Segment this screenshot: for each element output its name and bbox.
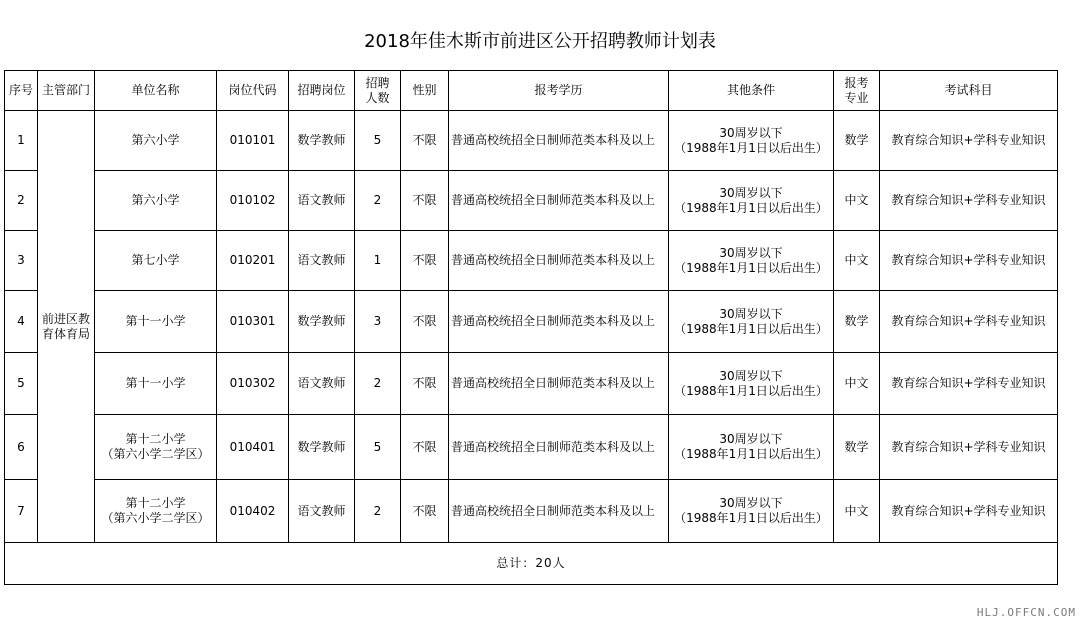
table-row bbox=[5, 415, 1058, 480]
cell-major: 中文 bbox=[834, 171, 880, 231]
table-row bbox=[5, 231, 1058, 291]
cell-unit bbox=[95, 171, 217, 231]
cell-gender: 不限 bbox=[401, 291, 449, 353]
header-gender: 性别 bbox=[401, 71, 449, 111]
cell-subjects: 教育综合知识+学科专业知识 bbox=[880, 171, 1058, 231]
unit-district: （第六小学二学区） bbox=[101, 447, 210, 461]
cell-gender: 不限 bbox=[401, 480, 449, 543]
cell-post: 语文教师 bbox=[289, 353, 355, 415]
table-row bbox=[5, 111, 1058, 171]
cell-post: 语文教师 bbox=[289, 171, 355, 231]
table-header-row bbox=[5, 71, 1058, 111]
header-count bbox=[355, 71, 401, 111]
cell-seq: 3 bbox=[5, 231, 38, 291]
header-major bbox=[834, 71, 880, 111]
cell-code: 010101 bbox=[217, 111, 289, 171]
cell-code: 010102 bbox=[217, 171, 289, 231]
header-unit: 单位名称 bbox=[95, 71, 217, 111]
header-code: 岗位代码 bbox=[217, 71, 289, 111]
condition-birth: （1988年1月1日以后出生） bbox=[674, 321, 828, 336]
cell-conditions bbox=[669, 291, 834, 353]
header-subjects: 考试科目 bbox=[880, 71, 1058, 111]
cell-code: 010201 bbox=[217, 231, 289, 291]
cell-subjects: 教育综合知识+学科专业知识 bbox=[880, 231, 1058, 291]
cell-education: 普通高校统招全日制师范类本科及以上 bbox=[449, 480, 669, 543]
header-conditions: 其他条件 bbox=[669, 71, 834, 111]
cell-seq: 1 bbox=[5, 111, 38, 171]
cell-count: 2 bbox=[355, 171, 401, 231]
cell-subjects: 教育综合知识+学科专业知识 bbox=[880, 415, 1058, 480]
condition-age: 30周岁以下 bbox=[719, 368, 783, 383]
cell-conditions bbox=[669, 111, 834, 171]
condition-age: 30周岁以下 bbox=[719, 185, 783, 200]
condition-age: 30周岁以下 bbox=[719, 245, 783, 260]
cell-major: 数学 bbox=[834, 291, 880, 353]
cell-count: 1 bbox=[355, 231, 401, 291]
recruitment-plan-table bbox=[4, 70, 1058, 585]
condition-age: 30周岁以下 bbox=[719, 496, 783, 510]
total-row bbox=[5, 543, 1058, 585]
cell-post: 数学教师 bbox=[289, 111, 355, 171]
cell-unit bbox=[95, 231, 217, 291]
cell-gender: 不限 bbox=[401, 415, 449, 480]
cell-seq: 4 bbox=[5, 291, 38, 353]
unit-name: 第十一小学 bbox=[125, 376, 186, 390]
cell-count: 5 bbox=[355, 111, 401, 171]
cell-education: 普通高校统招全日制师范类本科及以上 bbox=[449, 291, 669, 353]
condition-birth: （1988年1月1日以后出生） bbox=[674, 511, 828, 525]
cell-education: 普通高校统招全日制师范类本科及以上 bbox=[449, 171, 669, 231]
cell-subjects: 教育综合知识+学科专业知识 bbox=[880, 111, 1058, 171]
condition-age: 30周岁以下 bbox=[719, 125, 783, 140]
cell-post: 数学教师 bbox=[289, 415, 355, 480]
cell-major: 中文 bbox=[834, 353, 880, 415]
cell-seq: 7 bbox=[5, 480, 38, 543]
cell-major: 中文 bbox=[834, 480, 880, 543]
cell-post: 语文教师 bbox=[289, 480, 355, 543]
cell-major: 数学 bbox=[834, 415, 880, 480]
condition-birth: （1988年1月1日以后出生） bbox=[674, 260, 828, 275]
unit-name: 第十一小学 bbox=[125, 314, 186, 328]
table-row bbox=[5, 291, 1058, 353]
condition-birth: （1988年1月1日以后出生） bbox=[674, 383, 828, 398]
header-education: 报考学历 bbox=[449, 71, 669, 111]
cell-count: 2 bbox=[355, 353, 401, 415]
unit-name: 第六小学 bbox=[131, 133, 180, 147]
watermark: HLJ.OFFCN.COM bbox=[976, 606, 1076, 619]
cell-conditions bbox=[669, 353, 834, 415]
cell-department: 前进区教育体育局 bbox=[38, 111, 95, 543]
cell-code: 010302 bbox=[217, 353, 289, 415]
table-row bbox=[5, 353, 1058, 415]
header-major-line1: 报考 bbox=[844, 75, 869, 90]
cell-subjects: 教育综合知识+学科专业知识 bbox=[880, 353, 1058, 415]
condition-age: 30周岁以下 bbox=[719, 306, 783, 321]
cell-post: 语文教师 bbox=[289, 231, 355, 291]
cell-gender: 不限 bbox=[401, 171, 449, 231]
cell-conditions bbox=[669, 171, 834, 231]
cell-unit bbox=[95, 353, 217, 415]
cell-gender: 不限 bbox=[401, 231, 449, 291]
unit-name: 第六小学 bbox=[131, 193, 180, 207]
cell-subjects: 教育综合知识+学科专业知识 bbox=[880, 291, 1058, 353]
unit-name: 第七小学 bbox=[131, 253, 180, 267]
header-post: 招聘岗位 bbox=[289, 71, 355, 111]
cell-unit bbox=[95, 111, 217, 171]
cell-unit bbox=[95, 415, 217, 480]
cell-seq: 6 bbox=[5, 415, 38, 480]
condition-age: 30周岁以下 bbox=[719, 432, 783, 446]
condition-birth: （1988年1月1日以后出生） bbox=[674, 200, 828, 215]
header-seq: 序号 bbox=[5, 71, 38, 111]
unit-name: 第十二小学 bbox=[125, 496, 186, 510]
unit-name: 第十二小学 bbox=[125, 432, 186, 446]
cell-count: 3 bbox=[355, 291, 401, 353]
cell-unit bbox=[95, 480, 217, 543]
cell-education: 普通高校统招全日制师范类本科及以上 bbox=[449, 415, 669, 480]
cell-education: 普通高校统招全日制师范类本科及以上 bbox=[449, 111, 669, 171]
cell-count: 5 bbox=[355, 415, 401, 480]
condition-birth: （1988年1月1日以后出生） bbox=[674, 447, 828, 461]
cell-unit bbox=[95, 291, 217, 353]
page-title: 2018年佳木斯市前进区公开招聘教师计划表 bbox=[364, 31, 716, 52]
cell-gender: 不限 bbox=[401, 111, 449, 171]
cell-seq: 5 bbox=[5, 353, 38, 415]
cell-code: 010401 bbox=[217, 415, 289, 480]
cell-code: 010301 bbox=[217, 291, 289, 353]
unit-district: （第六小学二学区） bbox=[101, 511, 210, 525]
cell-code: 010402 bbox=[217, 480, 289, 543]
cell-education: 普通高校统招全日制师范类本科及以上 bbox=[449, 231, 669, 291]
cell-major: 中文 bbox=[834, 231, 880, 291]
cell-education: 普通高校统招全日制师范类本科及以上 bbox=[449, 353, 669, 415]
cell-count: 2 bbox=[355, 480, 401, 543]
cell-gender: 不限 bbox=[401, 353, 449, 415]
cell-major: 数学 bbox=[834, 111, 880, 171]
cell-subjects: 教育综合知识+学科专业知识 bbox=[880, 480, 1058, 543]
total-summary: 总计：20人 bbox=[5, 543, 1058, 585]
cell-conditions bbox=[669, 415, 834, 480]
table-row bbox=[5, 171, 1058, 231]
header-dept: 主管部门 bbox=[38, 71, 95, 111]
cell-seq: 2 bbox=[5, 171, 38, 231]
header-count-line2: 人数 bbox=[365, 90, 390, 105]
header-major-line2: 专业 bbox=[844, 90, 869, 105]
cell-conditions bbox=[669, 480, 834, 543]
cell-conditions bbox=[669, 231, 834, 291]
condition-birth: （1988年1月1日以后出生） bbox=[674, 140, 828, 155]
header-count-line1: 招聘 bbox=[365, 75, 390, 90]
cell-post: 数学教师 bbox=[289, 291, 355, 353]
table-row bbox=[5, 480, 1058, 543]
